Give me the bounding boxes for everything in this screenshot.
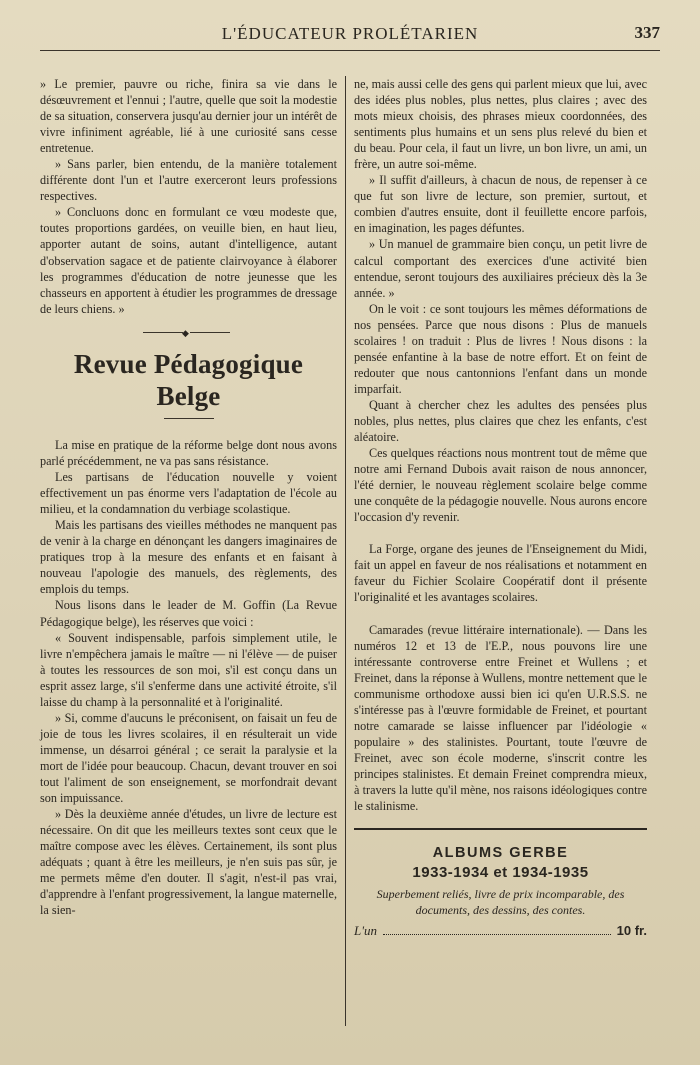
journal-title: L'ÉDUCATEUR PROLÉTARIEN xyxy=(221,24,479,43)
price-value: 10 fr. xyxy=(616,923,647,939)
spacer xyxy=(354,606,647,622)
la-forge-notice: La Forge, organe des jeunes de l'Enseignement du Midi, fait un appel en faveur de nos réalisations et notamment en faveur du Fichier Scolaire Coopératif dont il présente l'originalité et les avantages scolaires. xyxy=(354,542,647,605)
albums-title: ALBUMS GERBE xyxy=(432,845,569,862)
quote-paragraph: ne, mais aussi celle des gens qui parlent mieux que lui, avec des idées plus nobles, plus nettes, plus claires ; avec des mots mieux choisis, des phrases mieux coordonnées, des sentiments plus humains et un sens plus relevé du bien et du beau. Pour cela, il faut un livre, un bon livre, un ami, un frère, un autre soi-même. xyxy=(354,77,647,172)
ornament-rule-left xyxy=(143,332,183,333)
section-title: Revue Pédagogique Belge xyxy=(73,348,304,411)
ornament-rule-right xyxy=(190,332,230,333)
paragraph: Nous lisons dans le leader de M. Goffin (La Revue Pédagogique belge), les réserves que voici : xyxy=(40,598,337,629)
albums-advert xyxy=(354,844,647,939)
spacer xyxy=(354,525,647,541)
advert-rule xyxy=(354,828,647,830)
quote-paragraph: » Un manuel de grammaire bien conçu, un petit livre de calcul comportant des exercices d'une activité bien entendue, seront toujours des auxiliaires précieux dès la 3e année. » xyxy=(354,237,647,300)
left-column xyxy=(40,76,337,918)
dot-leader xyxy=(383,934,611,935)
albums-price-line xyxy=(354,923,647,939)
quote-paragraph: » Si, comme d'aucuns le préconisent, on faisait un feu de joie de tous les livres scolaires, il en résulterait un vide immense, un désarroi général ; ce serait la paralysie et la mort de l'idée pour beaucoup. Chacun, devant trouver en soi tout l'aliment de son enseignement, se morfondrait devant son impuissance. xyxy=(40,710,337,806)
page-header xyxy=(40,22,660,51)
paragraph: La mise en pratique de la réforme belge dont nous avons parlé précédemment, ne va pas sans résistance. xyxy=(40,438,337,469)
quote-paragraph: » Dès la deuxième année d'études, un livre de lecture est nécessaire. On dit que les meilleurs textes sont ceux que le maître compose avec les élèves. Certainement, ils sont plus adéquats ; quant à être les meilleurs, je n'en suis pas sûr, je me permets même d'en douter. Il s'agit, n'est-il pas vrai, d'apprendre à l'enfant progressivement, la langue maternelle, la sien- xyxy=(40,807,337,918)
page-number: 337 xyxy=(634,23,660,42)
column-divider xyxy=(345,76,346,1026)
paragraph: » Sans parler, bien entendu, de la manière totalement différente dont l'un et l'autre exerceront leurs professions respectives. xyxy=(40,157,337,204)
paragraph: » Le premier, pauvre ou riche, finira sa vie dans le désœuvrement et l'ennui ; l'autre, quelle que soit la modestie de sa situation, conservera jusqu'au dernier jour un intérêt de vivre infiniment agréable, lié à une curiosité sans cesse entretenue. xyxy=(40,77,337,156)
paragraph: Mais les partisans des vieilles méthodes ne manquent pas de venir à la charge en dénonçant les dangers imaginaires de pratiques trop à la mesure des enfants et en faisant à nouveau l'apologie des manuels, des règlements, des emplois du temps. xyxy=(40,518,337,597)
quote-paragraph: « Souvent indispensable, parfois simplement utile, le livre n'empêchera jamais le maître — ni l'élève — de puiser à toutes les ressources de son moi, s'il est conçu dans un esprit assez large, s'il s'enferme dans une activité étroite, s'il laisse du champ à la personnalité et à l'originalité. xyxy=(40,630,337,709)
title-underline xyxy=(164,418,214,419)
price-label: L'un xyxy=(354,923,378,939)
paragraph: Quant à chercher chez les adultes des pensées plus nobles, plus nettes, plus claires que chez les enfants, c'est aléatoire. xyxy=(354,397,647,445)
paragraph: Les partisans de l'éducation nouvelle y voient effectivement un pas énorme vers l'adaptation de l'école au milieu, et la condamnation du verbiage scolastique. xyxy=(40,470,337,517)
albums-description: Superbement reliés, livre de prix incomparable, des documents, des dessins, des contes. xyxy=(376,887,625,918)
paragraph: » Concluons donc en formulant ce vœu modeste que, toutes proportions gardées, on veuille bien, en haut lieu, apporter autant de soins, autant d'intelligence, autant d'observation sagace et de patiente clairvoyance à élaborer les programmes d'éducation de notre jeunesse que les chasseurs en apportent à étudier les programmes de dressage de leurs chiens. » xyxy=(40,205,337,316)
paragraph: On le voit : ce sont toujours les mêmes déformations de nos pensées. Parce que nous disons : Plus de manuels scolaires ! on traduit : Plus de livres ! Nous disons : la pensée enfantine à la base de notre effort. Et on feint de redouter que nous cantonnions l'enfant dans un monde imparfait. xyxy=(354,301,647,396)
right-column xyxy=(354,76,647,939)
camarades-notice: Camarades (revue littéraire internationale). — Dans les numéros 12 et 13 de l'E.P., nous pouvons lire une intéressante controverse entre Freinet et Wullens ; et Freinet, dans la réponse à Wullens, montre nettement que le communisme orthodoxe aussi bien ici qu'en U.R.S.S. ne s'intéresse pas à l'œuvre formidable de Freinet, et pourtant notre camarade se laisse influencer par l'idéologie « populaire » des stalinistes. Pourtant, toute l'œuvre de Freinet, avec son école moderne, s'inscrit contre les principes stalinistes. Et demain Freinet comprendra mieux, à travers la lutte qu'il mène, nos raisons idéologiques contre le stalinisme. xyxy=(354,622,647,814)
diamond-icon: ◆ xyxy=(182,327,189,338)
section-ornament xyxy=(40,326,337,340)
quote-paragraph: » Il suffit d'ailleurs, à chacun de nous, de repenser à ce que fut son livre de lecture, son premier, surtout, et combien d'autres ensuite, dont il feuillette encore parfois, en imagination, les pages défuntes. xyxy=(354,173,647,236)
paragraph: Ces quelques réactions nous montrent tout de même que notre ami Fernand Dubois avait raison de nous annoncer, l'été dernier, le nouveau règlement scolaire belge comme une conquête de la pédagogie nouvelle. Nous aurons encore l'occasion d'y revenir. xyxy=(354,446,647,525)
albums-years: 1933-1934 et 1934-1935 xyxy=(412,864,589,882)
